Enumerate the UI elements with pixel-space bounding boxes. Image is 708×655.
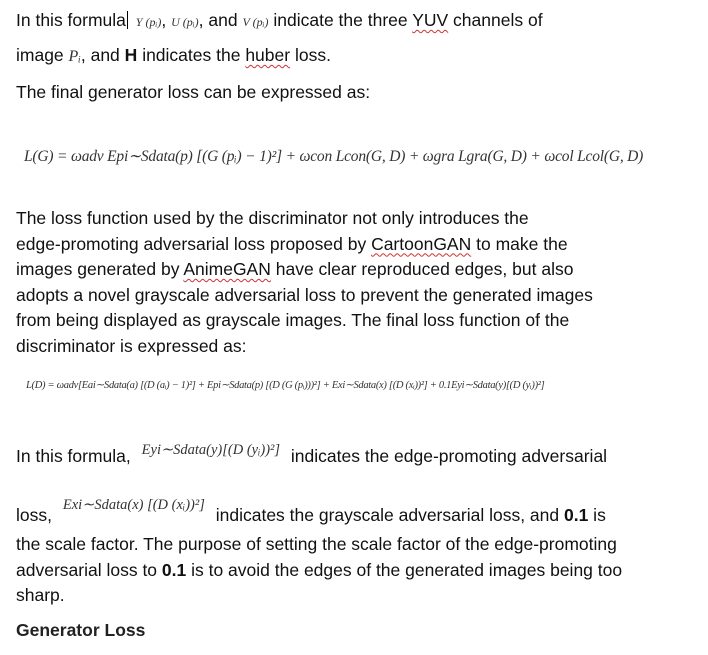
para1-line-6: discriminator is expressed as: [16, 335, 247, 356]
pi-symbol: Pᵢ [68, 48, 81, 65]
y-channel-symbol: Y (pᵢ) [135, 15, 162, 29]
generator-loss-formula: L(G) = ωadv Epi∼Sdata(p) [(G (pᵢ) − 1)²] + ωcon Lcon(G, D) + ωgra Lgra(G, D) + ωcol Lcol(G, D) [24, 148, 644, 165]
generator-loss-heading: Generator Loss [16, 620, 146, 640]
formula2-suffix-b: is [588, 505, 606, 525]
formula2-prefix: loss, [16, 505, 52, 525]
formula-explain-line-1 [16, 442, 608, 467]
para2-line-3: sharp. [16, 585, 65, 605]
loss-word: loss. [294, 45, 331, 65]
comma: , [161, 10, 167, 30]
para1-line-4: adopts a novel grayscale adversarial loss to prevent the generated images [16, 284, 593, 305]
text-line-2 [16, 45, 331, 66]
h-symbol: H [124, 45, 138, 65]
para1-line-1: The loss function used by the discriminator not only introduces the [16, 208, 529, 228]
animegan-word: AnimeGAN [183, 259, 271, 279]
para1-line-2b: to make the [471, 233, 568, 254]
indicates-text: indicates the [142, 45, 241, 65]
para2-line-1: the scale factor. The purpose of setting the scale factor of the edge-promoting [16, 534, 617, 554]
para2-line-2a: adversarial loss to [16, 559, 162, 580]
text-prefix: In this formula [16, 10, 126, 30]
para1-line-3 [16, 257, 696, 283]
grayscale-loss-expr: Exi∼Sdata(x) [(D (xᵢ))²] [62, 497, 205, 513]
discriminator-paragraph [16, 206, 696, 359]
comma-and: , and [80, 45, 120, 65]
discriminator-loss-formula: L(D) = ωadv[Eai∼Sdata(a) [(D (aᵢ) − 1)²] + Epi∼Sdata(p) [(D (G (pᵢ)))²] + Exi∼Sdata(x) [(D (xᵢ))²] + 0.1Eyi∼Sdata(y)[(D (yᵢ))²] [26, 380, 545, 391]
text-line-1 [16, 10, 543, 31]
text-mid: indicate the three [273, 10, 408, 30]
formula1-suffix: indicates the edge-promoting adversarial [290, 446, 608, 466]
scale-factor-paragraph [16, 532, 696, 609]
cartoongan-word: CartoonGAN [371, 233, 472, 254]
v-channel-symbol: V (pᵢ) [242, 15, 269, 29]
formula2-suffix-a: indicates the grayscale adversarial loss, and [215, 505, 564, 525]
and-text: , and [198, 10, 238, 30]
text-suffix: channels of [453, 10, 543, 30]
text-cursor [127, 11, 128, 29]
formula-explain-line-2 [16, 497, 606, 526]
edge-loss-expr: Eyi∼Sdata(y)[(D (yᵢ))²] [141, 442, 281, 458]
para1-line-3b: have clear reproduced edges, but also [270, 259, 574, 279]
scale-factor-bold: 0.1 [563, 505, 589, 525]
yuv-word: YUV [412, 10, 449, 30]
para2-line-2 [16, 558, 696, 584]
para1-line-3a: images generated by [16, 259, 184, 279]
image-word: image [16, 45, 64, 65]
text-line-3: The final generator loss can be expressed as: [16, 82, 371, 102]
para1-line-5: from being displayed as grayscale images. The final loss function of the [16, 310, 570, 330]
scale-factor-bold-2: 0.1 [161, 559, 187, 580]
para1-line-2 [16, 232, 696, 258]
u-channel-symbol: U (pᵢ) [171, 15, 199, 29]
para2-line-2b: is to avoid the edges of the generated images being too [186, 559, 623, 580]
para1-line-2a: edge-promoting adversarial loss proposed by [16, 233, 372, 254]
formula1-prefix: In this formula, [16, 446, 131, 466]
huber-word: huber [245, 45, 291, 65]
